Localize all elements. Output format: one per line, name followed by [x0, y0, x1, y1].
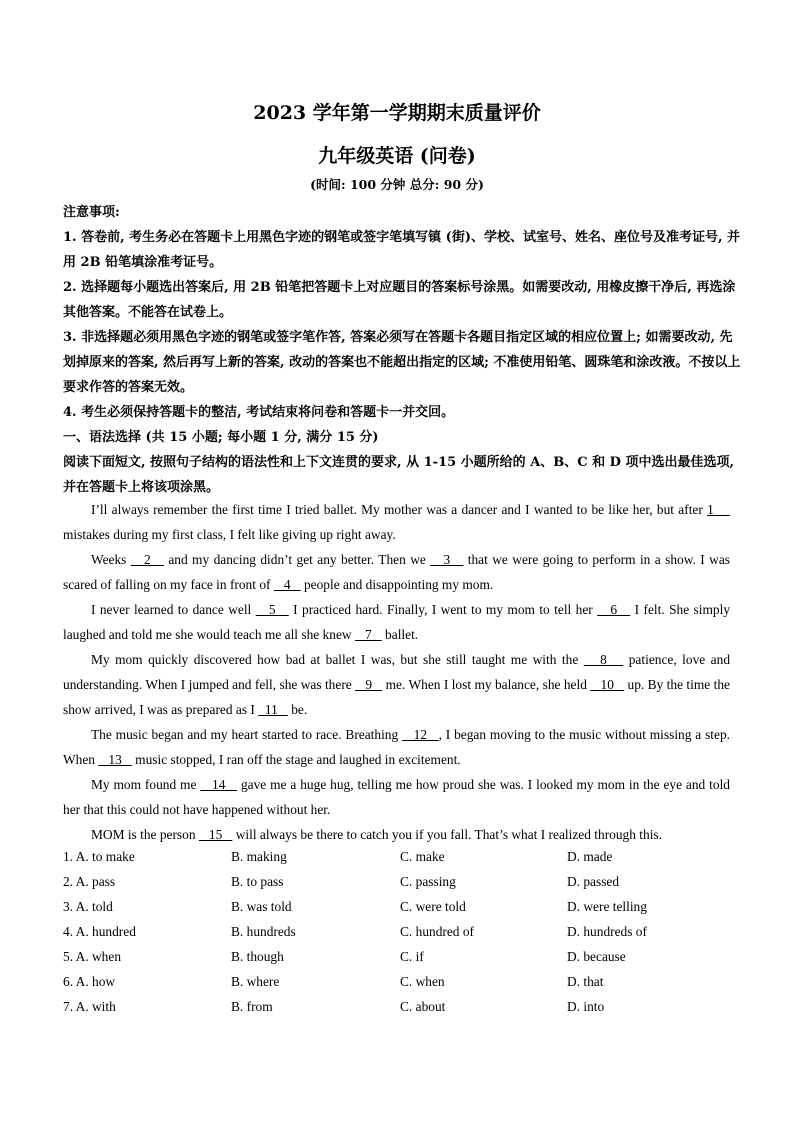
- notes-item: 4. 考生必须保持答题卡的整洁, 考试结束将问卷和答题卡一并交回。: [63, 405, 455, 420]
- passage-text: The music began and my heart started to race. Breathing: [91, 727, 403, 742]
- option-b: B. hundreds: [231, 924, 296, 939]
- answer-blank: 15: [198, 827, 233, 842]
- option-a: 7. A. with: [63, 999, 116, 1014]
- option-b: B. though: [231, 949, 284, 964]
- option-d: D. were telling: [567, 899, 647, 914]
- passage-text: up. By the time the show arrived, I was as prepared as I: [63, 677, 730, 717]
- option-c: C. passing: [400, 874, 456, 889]
- option-b: B. making: [231, 849, 287, 864]
- passage-paragraph: [63, 647, 730, 722]
- passage-text: mistakes during my first class, I felt like giving up right away.: [63, 527, 396, 542]
- question-options-row: [63, 997, 743, 1022]
- answer-blank: 2: [130, 552, 164, 567]
- passage-text: I never learned to dance well: [91, 602, 256, 617]
- notes-heading: 注意事项:: [63, 205, 120, 220]
- option-b: B. from: [231, 999, 273, 1014]
- option-a: 5. A. when: [63, 949, 122, 964]
- option-b: B. to pass: [231, 874, 284, 889]
- option-a: 6. A. how: [63, 974, 116, 989]
- passage-text: My mom found me: [91, 777, 201, 792]
- notes-item: 3. 非选择题必须用黑色字迹的钢笔或签字笔作答, 答案必须写在答题卡各题目指定区域的相应位置上; 如需要改动, 先划掉原来的答案, 然后再写上新的答案, 改动的答案也不能超出指定的区域; 不准使用铅笔、圆珠笔和涂改液。不按以上要求作答的答案无效。: [63, 330, 741, 395]
- passage-paragraph: [63, 722, 730, 772]
- answer-options: [63, 847, 743, 1022]
- passage-text: and my dancing didn’t get any better. Then we: [163, 552, 431, 567]
- passage-text: people and disappointing my mom.: [300, 577, 494, 592]
- passage-paragraph: [63, 597, 730, 647]
- answer-blank: 12: [402, 727, 439, 742]
- option-a: 3. A. told: [63, 899, 113, 914]
- passage-text: be.: [287, 702, 308, 717]
- passage-paragraph: [63, 822, 730, 847]
- option-a: 1. A. to make: [63, 849, 135, 864]
- passage-text: Weeks: [91, 552, 131, 567]
- answer-blank: 6: [597, 602, 631, 617]
- passage-text: , I began moving to the music without missing a step. When: [63, 727, 731, 767]
- passage-text: My mom quickly discovered how bad at ballet I was, but she still taught me with the: [91, 652, 584, 667]
- passage-paragraph: [63, 497, 730, 547]
- question-options-row: [63, 897, 743, 922]
- exam-notes: [63, 200, 741, 500]
- option-d: D. passed: [567, 874, 620, 889]
- exam-time-info: (时间: 100 分钟 总分: 90 分): [310, 177, 484, 192]
- passage-text: I practiced hard. Finally, I went to my mom to tell her: [288, 602, 598, 617]
- question-options-row: [63, 922, 743, 947]
- passage-paragraph: [63, 772, 730, 822]
- passage-text: that we were going to perform in a show. I was scared of falling on my face in front of: [63, 552, 730, 592]
- passage-text: will always be there to catch you if you fall. That’s what I realized through this.: [232, 827, 662, 842]
- option-d: D. into: [567, 999, 605, 1014]
- option-a: 2. A. pass: [63, 874, 116, 889]
- passage-text: me. When I lost my balance, she held: [382, 677, 591, 692]
- exam-subtitle: 九年级英语 (问卷): [318, 145, 476, 167]
- option-d: D. because: [567, 949, 626, 964]
- option-b: B. where: [231, 974, 280, 989]
- option-a: 4. A. hundred: [63, 924, 136, 939]
- option-c: C. if: [400, 949, 424, 964]
- option-c: C. make: [400, 849, 445, 864]
- option-b: B. was told: [231, 899, 292, 914]
- passage-text: I’ll always remember the first time I tried ballet. My mother was a dancer and I wanted to be like her, but after: [91, 502, 708, 517]
- passage-text: ballet.: [381, 627, 419, 642]
- passage-paragraph: [63, 547, 730, 597]
- answer-blank: 1: [707, 502, 730, 517]
- notes-item: 1. 答卷前, 考生务必在答题卡上用黑色字迹的钢笔或签字笔填写镇 (街)、学校、试室号、姓名、座位号及准考证号, 并用 2B 铅笔填涂准考证号。: [63, 230, 741, 270]
- answer-blank: 4: [273, 577, 301, 592]
- passage-text: music stopped, I ran off the stage and laughed in excitement.: [131, 752, 461, 767]
- question-options-row: [63, 847, 743, 872]
- exam-title: 2023 学年第一学期期末质量评价: [253, 102, 541, 124]
- option-d: D. hundreds of: [567, 924, 647, 939]
- option-c: C. about: [400, 999, 446, 1014]
- option-d: D. that: [567, 974, 604, 989]
- passage-text: I felt. She simply laughed and told me she would teach me all she knew: [63, 602, 731, 642]
- answer-blank: 9: [355, 677, 383, 692]
- answer-blank: 8: [583, 652, 624, 667]
- question-options-row: [63, 972, 743, 997]
- passage-text: MOM is the person: [91, 827, 199, 842]
- answer-blank: 7: [354, 627, 382, 642]
- answer-blank: 13: [98, 752, 132, 767]
- notes-item: 2. 选择题每小题选出答案后, 用 2B 铅笔把答题卡上对应题目的答案标号涂黑。如需要改动, 用橡皮擦干净后, 再选涂其他答案。不能答在试卷上。: [63, 280, 736, 320]
- reading-passage: [63, 497, 730, 847]
- option-c: C. when: [400, 974, 445, 989]
- section-instruction: 阅读下面短文, 按照句子结构的语法性和上下文连贯的要求, 从 1-15 小题所给的 A、B、C 和 D 项中选出最佳选项, 并在答题卡上将该项涂黑。: [63, 455, 735, 495]
- answer-blank: 3: [430, 552, 464, 567]
- question-options-row: [63, 872, 743, 897]
- passage-text: gave me a huge hug, telling me how proud she was. I looked my mom in the eye and told her that this could not have happened without her.: [63, 777, 730, 817]
- option-c: C. were told: [400, 899, 466, 914]
- answer-blank: 11: [258, 702, 288, 717]
- answer-blank: 14: [200, 777, 238, 792]
- question-options-row: [63, 947, 743, 972]
- passage-text: patience, love and understanding. When I jumped and fell, she was there: [63, 652, 731, 692]
- option-d: D. made: [567, 849, 613, 864]
- option-c: C. hundred of: [400, 924, 475, 939]
- answer-blank: 5: [255, 602, 289, 617]
- answer-blank: 10: [590, 677, 625, 692]
- section-heading: 一、语法选择 (共 15 小题; 每小题 1 分, 满分 15 分): [63, 430, 379, 445]
